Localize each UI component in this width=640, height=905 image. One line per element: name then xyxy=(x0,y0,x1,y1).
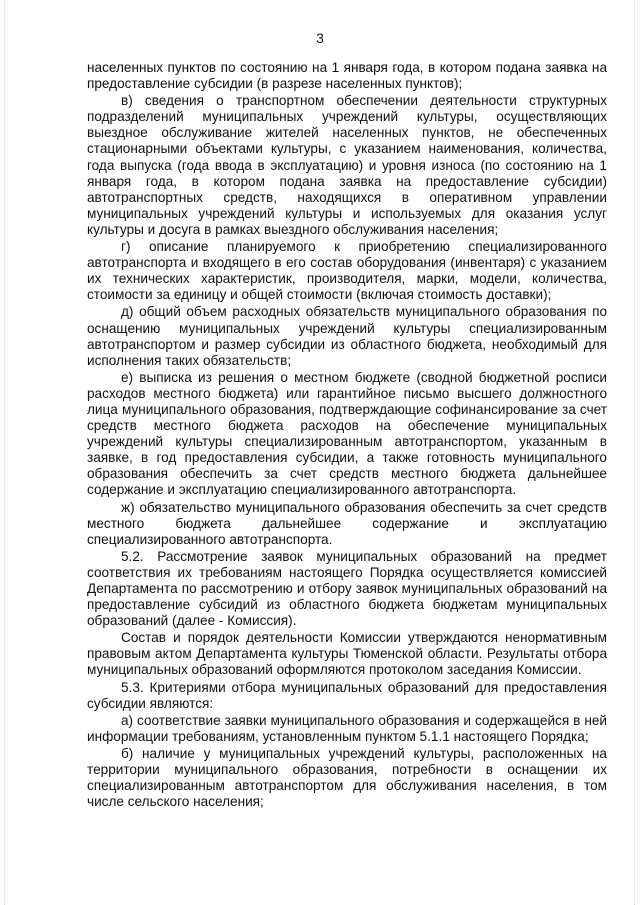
document-body xyxy=(87,60,607,811)
scan-edge-right xyxy=(634,0,636,905)
scan-edge-left xyxy=(4,0,6,905)
paragraph-5-3: 5.3. Критериями отбора муниципальных образований для предоставления субсидии являются: xyxy=(87,679,607,711)
paragraph-item-e: е) выписка из решения о местном бюджете (сводной бюджетной росписи расходов местного бюджета) или гарантийное письмо высшего должностного лица муниципального образования, подтверждающие софинансирование за счет средств местного бюджета расходов на обеспечение муниципальных учреждений культуры специализированным автотранспортом, указанным в заявке, в год предоставления субсидии, а также готовность муниципального образования обеспечить за счет средств местного бюджета дальнейшее содержание и эксплуатацию специализированного автотранспорта. xyxy=(87,369,607,498)
paragraph-commission: Состав и порядок деятельности Комиссии утверждаются ненормативным правовым актом Департамента культуры Тюменской области. Результаты отбора муниципальных образований оформляются протоколом заседания Комиссии. xyxy=(87,630,607,678)
paragraph-item-g: г) описание планируемого к приобретению специализированного автотранспорта и входящего в его состав оборудования (инвентаря) с указанием их технических характеристик, производителя, марки, модели, количества, стоимости за единицу и общей стоимости (включая стоимость доставки); xyxy=(87,239,607,303)
paragraph-continuation: населенных пунктов по состоянию на 1 января года, в котором подана заявка на предоставление субсидии (в разрезе населенных пунктов); xyxy=(87,60,607,92)
paragraph-criteria-a: а) соответствие заявки муниципального образования и содержащейся в ней информации требованиям, установленным пунктом 5.1.1 настоящего Порядка; xyxy=(87,712,607,744)
paragraph-item-zh: ж) обязательство муниципального образования обеспечить за счет средств местного бюджета дальнейшее содержание и эксплуатацию специализированного автотранспорта. xyxy=(87,499,607,547)
paragraph-item-d: д) общий объем расходных обязательств муниципального образования по оснащению муниципальных учреждений культуры специализированным автотранспортом и размер субсидии из областного бюджета, необходимый для исполнения таких обязательств; xyxy=(87,304,607,368)
page-number: 3 xyxy=(316,31,324,46)
paragraph-item-v: в) сведения о транспортном обеспечении деятельности структурных подразделений муниципальных учреждений культуры, осуществляющих выездное обслуживание жителей населенных пунктов, не обеспеченных стационарными объектами культуры, с указанием наименования, количества, года выпуска (года ввода в эксплуатацию) и уровня износа (по состоянию на 1 января года, в котором подана заявка на предоставление субсидии) автотранспортных средств, находящихся в оперативном управлении муниципальных учреждений культуры и используемых для оказания услуг культуры и досуга в рамках выездного обслуживания населения; xyxy=(87,93,607,237)
paragraph-criteria-b: б) наличие у муниципальных учреждений культуры, расположенных на территории муниципального образования, потребности в оснащении их специализированным автотранспортом для обслуживания населения, в том числе сельского населения; xyxy=(87,745,607,810)
paragraph-5-2: 5.2. Рассмотрение заявок муниципальных образований на предмет соответствия их требованиям настоящего Порядка осуществляется комиссией Департамента по рассмотрению и отбору заявок муниципальных образований на предоставление субсидий из областного бюджета бюджетам муниципальных образований (далее - Комиссия). xyxy=(87,548,607,629)
